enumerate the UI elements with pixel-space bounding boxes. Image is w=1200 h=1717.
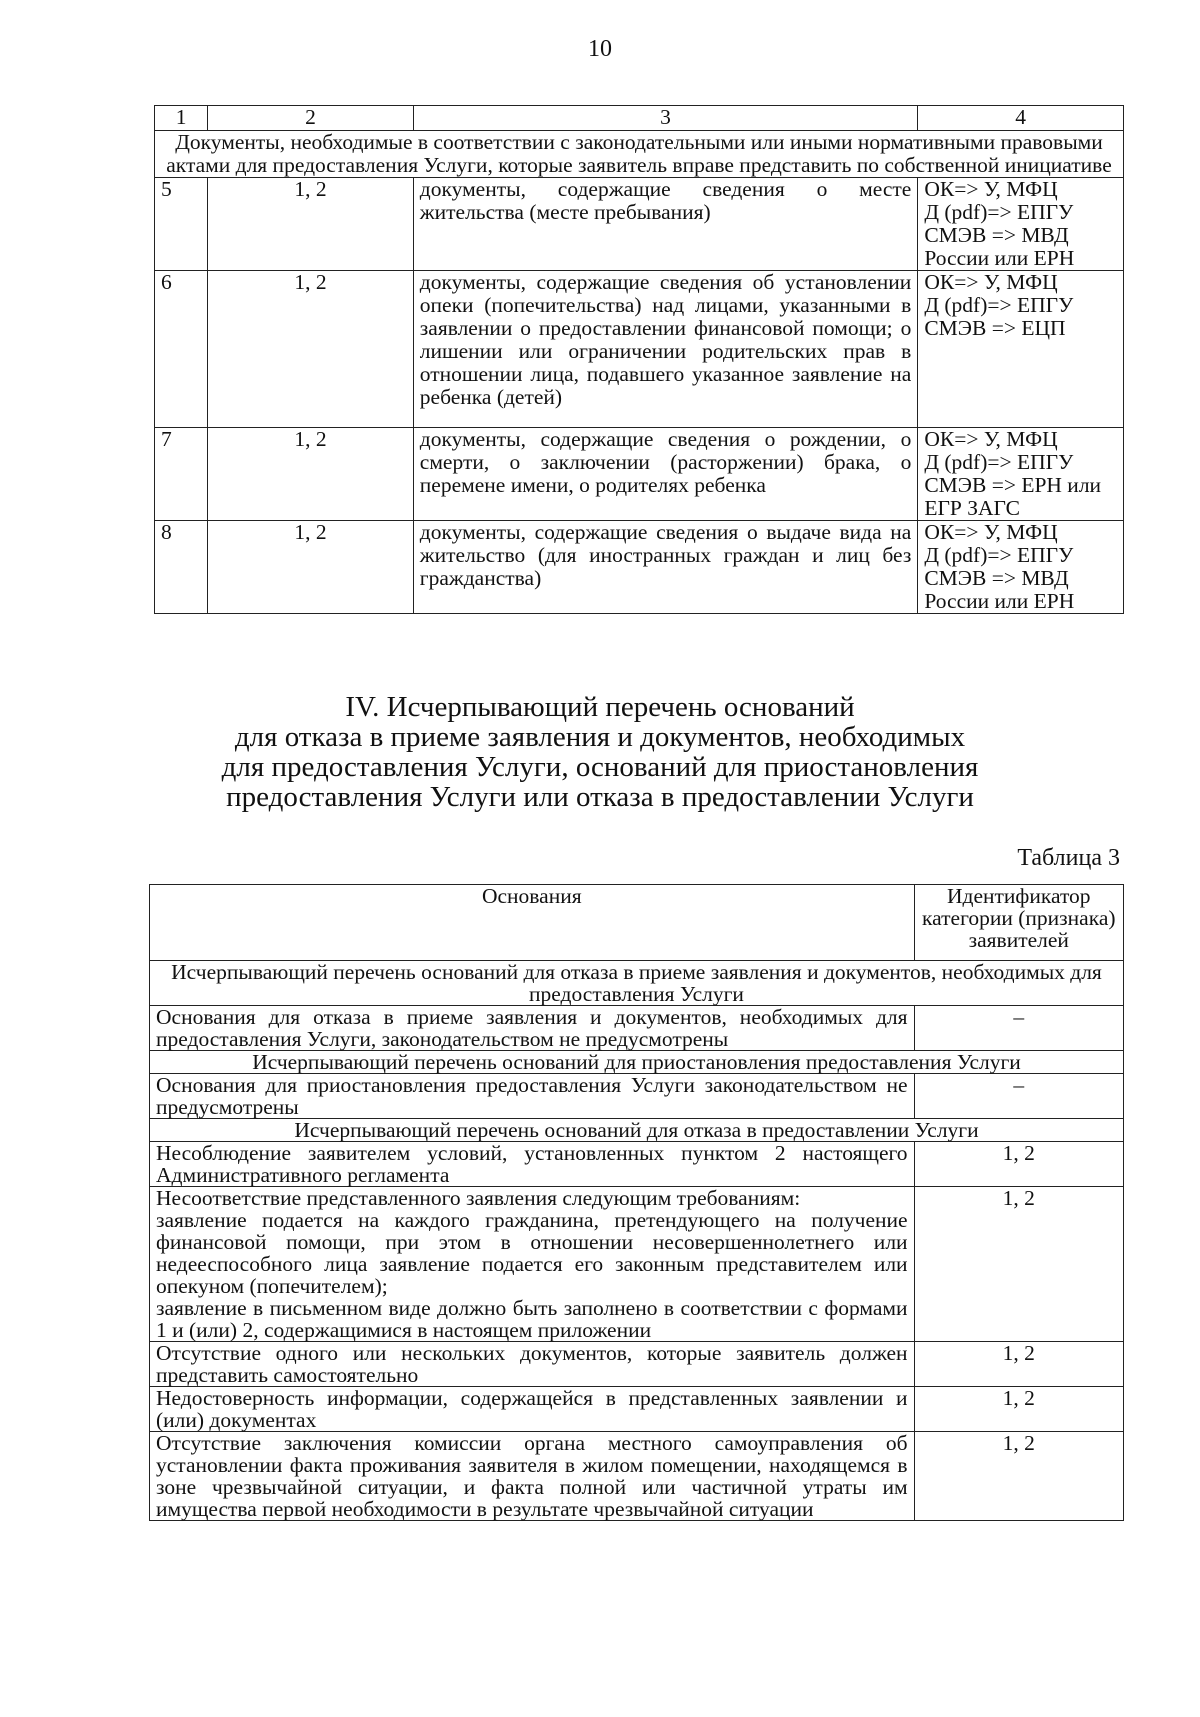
channel-line: ОК=> У, МФЦ (924, 270, 1058, 294)
channel-line: Д (pdf)=> ЕПГУ (924, 200, 1074, 224)
row-number: 7 (155, 428, 208, 521)
row-categories: 1, 2 (208, 178, 414, 271)
row-channels (918, 521, 1124, 614)
header-cell: 3 (413, 106, 918, 131)
section-row (150, 1119, 1124, 1142)
page-number: 10 (588, 36, 612, 62)
grounds-table (149, 884, 1124, 1521)
reason-cell (150, 1187, 915, 1342)
row-document: документы, содержащие сведения о месте жительства (месте пребывания) (413, 178, 918, 271)
table-header-row (150, 885, 1124, 961)
section-title: Исчерпывающий перечень оснований для приостановления предоставления Услуги (150, 1051, 1124, 1074)
section-title: Исчерпывающий перечень оснований для отказа в приеме заявления и документов, необходимых для предоставления Услуги (150, 961, 1124, 1006)
table-row (155, 428, 1124, 521)
reason-text: Несоблюдение заявителем условий, установленных пунктом 2 настоящего Административного регламента (156, 1141, 908, 1187)
reason-cell (150, 1387, 915, 1432)
row-categories: 1, 2 (208, 521, 414, 614)
table-row (150, 1006, 1124, 1051)
section-title: Исчерпывающий перечень оснований для отказа в предоставлении Услуги (150, 1119, 1124, 1142)
channel-line: Д (pdf)=> ЕПГУ (924, 543, 1074, 567)
header-identifier: Идентификатор категории (признака) заявителей (914, 885, 1123, 961)
channel-line: СМЭВ => ЕЦП (924, 316, 1066, 340)
reason-cell (150, 1342, 915, 1387)
channel-line: Д (pdf)=> ЕПГУ (924, 293, 1074, 317)
channel-line: ОК=> У, МФЦ (924, 177, 1058, 201)
table-caption: Таблица 3 (1017, 845, 1120, 871)
table-row (150, 1387, 1124, 1432)
section-row (150, 961, 1124, 1006)
channel-line: Д (pdf)=> ЕПГУ (924, 450, 1074, 474)
identifier-cell: 1, 2 (914, 1342, 1123, 1387)
row-channels (918, 428, 1124, 521)
identifier-cell: 1, 2 (914, 1432, 1123, 1521)
row-document: документы, содержащие сведения о выдаче вида на жительство (для иностранных граждан и лиц без гражданства) (413, 521, 918, 614)
reason-cell (150, 1432, 915, 1521)
table-row (150, 1187, 1124, 1342)
header-cell: 4 (918, 106, 1124, 131)
reason-text: Основания для отказа в приеме заявления и документов, необходимых для предоставления Услуги, законодательством не предусмотрены (156, 1005, 908, 1051)
channel-line: СМЭВ => МВД России или ЕРН (924, 223, 1075, 270)
group-title: Документы, необходимые в соответствии с законодательными или иными нормативными правовыми актами для предоставления Услуги, которые заявитель вправе представить по собственной инициативе (155, 131, 1124, 178)
reason-cell (150, 1074, 915, 1119)
heading-line: для отказа в приеме заявления и документов, необходимых (234, 721, 966, 753)
table-header-row (155, 106, 1124, 131)
row-number: 5 (155, 178, 208, 271)
channel-line: СМЭВ => МВД России или ЕРН (924, 566, 1075, 613)
reason-cell (150, 1006, 915, 1051)
table-row (155, 178, 1124, 271)
reason-text: заявление подается на каждого гражданина, претендующего на получение финансовой помощи, при этом в отношении несовершеннолетнего или недееспособного лица заявление подается его законным представителем или опекуном (попечителем); (156, 1208, 908, 1298)
table-row (150, 1074, 1124, 1119)
header-cell: 1 (155, 106, 208, 131)
section-heading (0, 692, 1200, 812)
reason-text: Отсутствие заключения комиссии органа местного самоуправления об установлении факта проживания заявителя в жилом помещении, находящемся в зоне чрезвычайной ситуации, и факта полной или частичной утраты им имущества первой необходимости в результате чрезвычайной ситуации (156, 1431, 908, 1521)
reason-text: Основания для приостановления предоставления Услуги законодательством не предусмотрены (156, 1073, 908, 1119)
reason-cell (150, 1142, 915, 1187)
table-row (150, 1432, 1124, 1521)
table-row (155, 521, 1124, 614)
heading-line: предоставления Услуги или отказа в предоставлении Услуги (226, 781, 974, 813)
section-row (150, 1051, 1124, 1074)
row-categories: 1, 2 (208, 271, 414, 428)
identifier-cell: – (914, 1006, 1123, 1051)
row-categories: 1, 2 (208, 428, 414, 521)
reason-text: Недостоверность информации, содержащейся в представленных заявлении и (или) документах (156, 1386, 908, 1432)
row-document: документы, содержащие сведения о рождении, о смерти, о заключении (расторжении) брака, о перемене имени, о родителях ребенка (413, 428, 918, 521)
table-row (150, 1142, 1124, 1187)
row-number: 6 (155, 271, 208, 428)
reason-text: Отсутствие одного или нескольких документов, которые заявитель должен представить самостоятельно (156, 1341, 908, 1387)
channel-line: ОК=> У, МФЦ (924, 427, 1058, 451)
heading-line: IV. Исчерпывающий перечень оснований (345, 691, 855, 723)
row-channels (918, 178, 1124, 271)
row-channels (918, 271, 1124, 428)
identifier-cell: – (914, 1074, 1123, 1119)
identifier-cell: 1, 2 (914, 1142, 1123, 1187)
table-row (150, 1342, 1124, 1387)
documents-table (154, 105, 1124, 614)
header-reasons: Основания (150, 885, 915, 961)
identifier-cell: 1, 2 (914, 1387, 1123, 1432)
group-row (155, 131, 1124, 178)
channel-line: ОК=> У, МФЦ (924, 520, 1058, 544)
channel-line: СМЭВ => ЕРН или ЕГР ЗАГС (924, 473, 1102, 520)
row-document: документы, содержащие сведения об установлении опеки (попечительства) над лицами, указанными в заявлении о предоставлении финансовой помощи; о лишении или ограничении родительских прав в отношении лица, подавшего указанное заявление на ребенка (детей) (413, 271, 918, 428)
heading-line: для предоставления Услуги, оснований для приостановления (221, 751, 979, 783)
row-number: 8 (155, 521, 208, 614)
identifier-cell: 1, 2 (914, 1187, 1123, 1342)
reason-text: Несоответствие представленного заявления следующим требованиям: (156, 1186, 801, 1210)
table-row (155, 271, 1124, 428)
reason-text: заявление в письменном виде должно быть заполнено в соответствии с формами 1 и (или) 2, содержащимися в настоящем приложении (156, 1296, 908, 1342)
header-cell: 2 (208, 106, 414, 131)
